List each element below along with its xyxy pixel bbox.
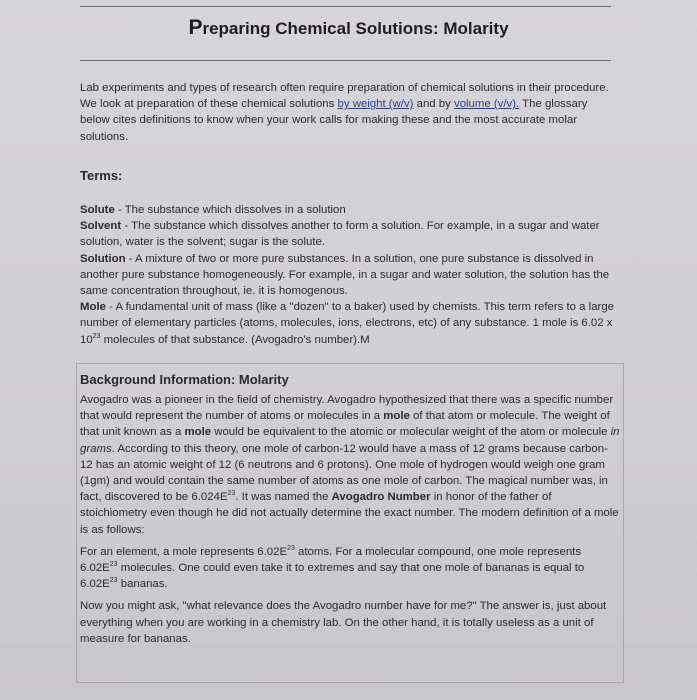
volume-link[interactable]: volume (v/v).: [454, 98, 520, 111]
intro-paragraph: Lab experiments and types of research often require preparation of chemical solutions in their procedure. We look at preparation of these chemical solutions by weight (w/v) and by volume (v/v). The glossary below cites definitions to know when your work calls for making these and the most accurate molar solutions.: [80, 82, 609, 143]
mole-definition: Mole - A fundamental unit of mass (like a "dozen" to a baker) used by chemists. This term refers to a large number of elementary particles (atoms, molecules, ions, electrons, etc) of any substance. 1 mole is 6.02 x $10^{23}$ molecules of that substance. (Avogadro's number).M: [80, 301, 614, 346]
weight-link[interactable]: by weight (w/v): [337, 98, 414, 111]
top-rule: [80, 6, 611, 7]
background-body: [80, 392, 620, 647]
page-title: Preparing Chemical Solutions: Molarity: [188, 16, 509, 39]
solvent-definition: Solvent - The substance which dissolves another to form a solution. For example, in a sugar and water solution, water is the solvent; sugar is the solute.: [80, 220, 600, 249]
glossary: [80, 202, 620, 348]
background-heading: Background Information: Molarity: [80, 372, 289, 387]
relevance-paragraph: Now you might ask, "what relevance does the Avogadro number have for me?" The answer is, just about everything when you are working in a chemistry lab. On the other hand, it is totally useless as a unit of measure for bananas.: [80, 600, 607, 645]
avogadro-paragraph: Avogadro was a pioneer in the field of chemistry. Avogadro hypothesized that there was a specific number that would represent the number of atoms or molecules in a mole of that atom or molecule. The weight of that unit known as a mole would be equivalent to the atomic or molecular weight of the atom or molecule in grams. According to this theory, one mole of carbon-12 would have a mass of 12 grams because carbon-12 has an atomic weight of 12 (6 neutrons and 6 protons). One mole of hydrogen would weigh one gram (1gm) and would contain the same number of atoms as one mole of carbon. The magical number was, in fact, discovered to be $6.024E^{23}$. It was named the Avogadro Number in honor of the father of stoichiometry even though he did not actually determine the exact number. The modern definition of a mole is as follows:: [80, 394, 620, 536]
solution-definition: Solution - A mixture of two or more pure substances. In a solution, one pure substance is dissolved in another pure substance homogeneously. For example, in a sugar and water solution, the solution has the same concentration throughout, ie. it is homogenous.: [80, 252, 610, 298]
title-rule: [80, 60, 611, 61]
mole-paragraph: For an element, a mole represents $6.02E^{23}$ atoms. For a molecular compound, one mole represents $6.02E^{23}$ molecules. One could even take it to extremes and say that one mole of bananas is equal to $6.02E^{23}$ bananas.: [80, 544, 585, 591]
terms-heading: Terms:: [80, 168, 123, 183]
solute-definition: Solute - The substance which dissolves in a solution: [80, 204, 346, 216]
